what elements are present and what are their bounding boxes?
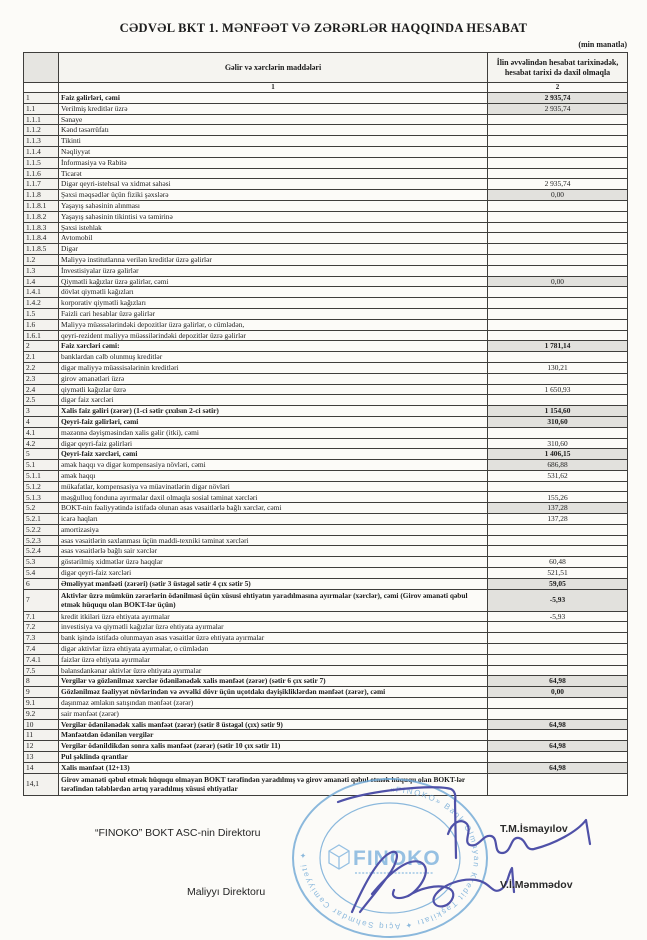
row-value <box>488 168 628 179</box>
row-value <box>488 157 628 168</box>
table-row <box>24 125 628 136</box>
page-title: CƏDVƏL BKT 1. MƏNFƏƏT VƏ ZƏRƏRLƏR HAQQINDA HESABAT <box>119 21 528 35</box>
row-label: investisiya və qiymətli kağızlar üzrə ehtiyata ayırmalar <box>59 622 488 633</box>
column-header-period: İlin əvvəlindən hesabat tarixinədək, hesabat tarixi də daxil olmaqla <box>488 53 628 83</box>
profit-loss-table <box>23 52 628 796</box>
row-label: Şəxsi istehlak <box>59 222 488 233</box>
row-number: 5.2.4 <box>24 546 59 557</box>
row-label: göstərilmiş xidmətlər üzrə haqqlar <box>59 557 488 568</box>
row-value <box>488 298 628 309</box>
column-number-1: 1 <box>59 83 488 93</box>
row-label: Nəqliyyat <box>59 146 488 157</box>
row-number: 1.1.4 <box>24 146 59 157</box>
row-number: 5.3 <box>24 557 59 568</box>
row-value: 1 781,14 <box>488 341 628 352</box>
row-label: İnformasiya və Rabitə <box>59 157 488 168</box>
table-row <box>24 676 628 687</box>
table-row <box>24 287 628 298</box>
table-row <box>24 557 628 568</box>
table-row <box>24 687 628 698</box>
row-value: 2 935,74 <box>488 179 628 190</box>
row-label: Vergilər ödənildikdən sonra xalis mənfəət (zərər) (sətir 10 çıx sətir 11) <box>59 741 488 752</box>
row-label: korporativ qiymətli kağızları <box>59 298 488 309</box>
finance-signature <box>372 861 426 898</box>
row-label: Aktivlər üzrə mümkün zərərlərin ödənilməsi üçün xüsusi ehtiyatın yaradılmasına ayırmalar (xərclər), cəmi (Girov əmanəti qəbul etmək hüququ olan BOKT-lər üçün) <box>59 589 488 611</box>
row-label: Avtomobil <box>59 233 488 244</box>
table-row <box>24 481 628 492</box>
table-row <box>24 200 628 211</box>
row-label: Maliyyə müəssələrindəki depozitlər üzrə gəlirlər, o cümlədən, <box>59 319 488 330</box>
row-value <box>488 200 628 211</box>
table-row <box>24 211 628 222</box>
row-label: əsas vəsaitlərlə bağlı sair xərclər <box>59 546 488 557</box>
table-row <box>24 708 628 719</box>
row-number: 5.1.2 <box>24 481 59 492</box>
row-label: Şəxsi məqsədlər üçün fiziki şəxslərə <box>59 190 488 201</box>
director-name: T.M.İsmayılov <box>500 823 568 835</box>
table-row <box>24 665 628 676</box>
row-number: 1.1.7 <box>24 179 59 190</box>
row-value <box>488 222 628 233</box>
table-row <box>24 633 628 644</box>
row-number: 2.4 <box>24 384 59 395</box>
row-value: 64,98 <box>488 741 628 752</box>
table-row <box>24 244 628 255</box>
row-number: 1.6.1 <box>24 330 59 341</box>
row-value <box>488 698 628 709</box>
row-number: 1.6 <box>24 319 59 330</box>
row-number: 1.1.2 <box>24 125 59 136</box>
table-row <box>24 449 628 460</box>
row-value <box>488 319 628 330</box>
table-row <box>24 114 628 125</box>
row-label: balansdankənar aktivlər üzrə ehtiyata ayırmalar <box>59 665 488 676</box>
row-label: Qeyri-faiz gəlirləri, cəmi <box>59 416 488 427</box>
table-body <box>24 93 628 796</box>
row-number: 1.2 <box>24 254 59 265</box>
header-row <box>24 53 628 83</box>
row-number: 9 <box>24 687 59 698</box>
row-number: 2.5 <box>24 395 59 406</box>
row-label: məzənnə dəyişməsindən xalis gəlir (itki), cəmi <box>59 427 488 438</box>
row-label: Tikinti <box>59 136 488 147</box>
row-label: Digər <box>59 244 488 255</box>
row-number: 1.1 <box>24 103 59 114</box>
row-number: 1.1.6 <box>24 168 59 179</box>
table-row <box>24 308 628 319</box>
row-value: 59,05 <box>488 578 628 589</box>
table-row <box>24 168 628 179</box>
table-row <box>24 265 628 276</box>
table-row <box>24 514 628 525</box>
row-value <box>488 308 628 319</box>
row-number: 12 <box>24 741 59 752</box>
row-number: 7.1 <box>24 611 59 622</box>
row-label: Xalis mənfəət (12+13) <box>59 762 488 773</box>
table-row <box>24 330 628 341</box>
row-label: mükafatlar, kompensasiya və müavinətlərin digər növləri <box>59 481 488 492</box>
row-label: qeyri-rezident maliyyə müəssilərindəki depozitlər üzrə gəlirlər <box>59 330 488 341</box>
row-number: 9.1 <box>24 698 59 709</box>
row-value: 137,28 <box>488 503 628 514</box>
row-label: qiymətli kağızlar üzrə <box>59 384 488 395</box>
table-row <box>24 254 628 265</box>
row-label: digər maliyyə müəssisələrinin kreditləri <box>59 362 488 373</box>
row-value <box>488 254 628 265</box>
row-label: kredit itkiləri üzrə ehtiyata ayırmalar <box>59 611 488 622</box>
finance-director-title: Maliyyı Direktoru <box>187 886 266 898</box>
row-number: 1.1.8.2 <box>24 211 59 222</box>
row-label: girov əmanətləri üzrə <box>59 373 488 384</box>
finance-director-name: V.İ.Məmmədov <box>500 879 573 891</box>
row-value <box>488 665 628 676</box>
row-number: 2.2 <box>24 362 59 373</box>
table-row <box>24 524 628 535</box>
row-value <box>488 125 628 136</box>
row-number: 5.2 <box>24 503 59 514</box>
row-number: 5.4 <box>24 568 59 579</box>
table-row <box>24 568 628 579</box>
row-label: Vergilər ödənilənədək xalis mənfəət (zərər) (sətir 8 üstəgəl (çıx) sətir 9) <box>59 719 488 730</box>
row-value <box>488 287 628 298</box>
header-corner-cell <box>24 53 59 83</box>
row-label: Xalis faiz gəliri (zərər) (1-ci sətir çıxılsın 2-ci sətir) <box>59 406 488 417</box>
table-row <box>24 352 628 363</box>
row-label: Verilmiş kreditlər üzrə <box>59 103 488 114</box>
unit-note: (min manatla) <box>578 40 627 49</box>
table-row <box>24 395 628 406</box>
table-row <box>24 298 628 309</box>
column-number-2: 2 <box>488 83 628 93</box>
table-row <box>24 341 628 352</box>
row-label: Pul şəklində qrantlar <box>59 752 488 763</box>
table-row <box>24 730 628 741</box>
row-label: Qiymətli kağızlar üzrə gəlirlər, cəmi <box>59 276 488 287</box>
row-number: 2.1 <box>24 352 59 363</box>
row-number: 5.1.3 <box>24 492 59 503</box>
row-number: 1.1.5 <box>24 157 59 168</box>
row-number: 1.1.8 <box>24 190 59 201</box>
row-label: əmək haqqı <box>59 470 488 481</box>
row-number: 1.5 <box>24 308 59 319</box>
row-label: Maliyyə institutlarına verilən kreditlər üzrə gəlirlər <box>59 254 488 265</box>
row-value: 64,98 <box>488 676 628 687</box>
row-label: İnvestisiyalar üzrə gəlirlər <box>59 265 488 276</box>
row-value <box>488 752 628 763</box>
row-number: 4.2 <box>24 438 59 449</box>
table-row <box>24 406 628 417</box>
table-row <box>24 460 628 471</box>
row-label: Faiz gəlirləri, cəmi <box>59 93 488 104</box>
row-number: 1 <box>24 93 59 104</box>
row-number: 1.4.2 <box>24 298 59 309</box>
table-row <box>24 362 628 373</box>
row-value: 0,00 <box>488 276 628 287</box>
subheader-corner-cell <box>24 83 59 93</box>
row-label: Girov əmanəti qəbul etmək hüququ olmayan BOKT tərəfindən yaradılmış və girov əmanəti qəbul etmək hüququ olan BOKT-lər tərəfindən tələblərdən artıq yaradılmış xüsusi ehtiyatlar <box>59 773 488 795</box>
row-value: 0,00 <box>488 687 628 698</box>
table-row <box>24 319 628 330</box>
row-value <box>488 395 628 406</box>
row-value: 531,62 <box>488 470 628 481</box>
row-number: 7.4.1 <box>24 654 59 665</box>
row-number: 1.3 <box>24 265 59 276</box>
row-label: amortizasiya <box>59 524 488 535</box>
row-label: Vergilər və gözlənilməz xərclər ödənilənədək xalis mənfəət (zərər) (sətir 6 çıx sətir 7) <box>59 676 488 687</box>
row-value <box>488 535 628 546</box>
row-number: 6 <box>24 578 59 589</box>
row-number: 8 <box>24 676 59 687</box>
row-label: digər qeyri-faiz gəlirləri <box>59 438 488 449</box>
row-value: 2 935,74 <box>488 103 628 114</box>
table-row <box>24 190 628 201</box>
row-label: Gözlənilməz fəaliyyət növlərindən və əvvəlki dövr üçün uçotdakı dəyişikliklərdən mənfəət (zərər), cəmi <box>59 687 488 698</box>
table-row <box>24 654 628 665</box>
table-row <box>24 741 628 752</box>
table-row <box>24 179 628 190</box>
director-title: “FINOKO” BOKT ASC-nin Direktoru <box>95 827 261 839</box>
row-number: 1.4 <box>24 276 59 287</box>
row-label: Digər qeyri-istehsal və xidmət sahəsi <box>59 179 488 190</box>
director-signature <box>338 787 456 858</box>
row-number: 7.5 <box>24 665 59 676</box>
row-value: 0,00 <box>488 190 628 201</box>
row-value: 60,48 <box>488 557 628 568</box>
row-label: Əməliyyat mənfəəti (zərəri) (sətir 3 üstəgəl sətir 4 çıx sətir 5) <box>59 578 488 589</box>
row-number: 1.1.8.1 <box>24 200 59 211</box>
row-value: 2 935,74 <box>488 93 628 104</box>
row-label: məşğulluq fonduna ayırmalar daxil olmaqla sosial təminat xərcləri <box>59 492 488 503</box>
row-value <box>488 546 628 557</box>
table-row <box>24 546 628 557</box>
row-number: 11 <box>24 730 59 741</box>
row-label: əsas vəsaitlərin saxlanması üçün maddi-texniki təminat xərcləri <box>59 535 488 546</box>
table-row <box>24 492 628 503</box>
row-label: Mənfəətdən ödənilən vergilər <box>59 730 488 741</box>
row-number: 1.4.1 <box>24 287 59 298</box>
row-label: digər qeyri-faiz xərcləri <box>59 568 488 579</box>
row-value: -5,93 <box>488 611 628 622</box>
row-number: 2 <box>24 341 59 352</box>
row-label: Yaşayış sahəsinin alınması <box>59 200 488 211</box>
table-row <box>24 644 628 655</box>
row-number: 9.2 <box>24 708 59 719</box>
row-label: Kənd təsərrüfatı <box>59 125 488 136</box>
row-number: 5.2.1 <box>24 514 59 525</box>
row-number: 5.1 <box>24 460 59 471</box>
row-value <box>488 244 628 255</box>
row-number: 14 <box>24 762 59 773</box>
finance-signature <box>352 852 397 912</box>
table-row <box>24 157 628 168</box>
row-value <box>488 146 628 157</box>
table-row <box>24 503 628 514</box>
row-value: 1 406,15 <box>488 449 628 460</box>
row-label: Qeyri-faiz xərcləri, cəmi <box>59 449 488 460</box>
row-label: Faizli cari hesablar üzrə gəlirlər <box>59 308 488 319</box>
row-value <box>488 136 628 147</box>
row-value <box>488 233 628 244</box>
row-value <box>488 633 628 644</box>
table-row <box>24 752 628 763</box>
row-value: 130,21 <box>488 362 628 373</box>
table-row <box>24 622 628 633</box>
column-header-items: Gəlir və xərclərin maddələri <box>59 53 488 83</box>
row-number: 1.1.8.4 <box>24 233 59 244</box>
row-label: Ticarət <box>59 168 488 179</box>
table-row <box>24 93 628 104</box>
row-label: BOKT-nin fəaliyyətində istifadə olunan əsas vəsaitlərlə bağlı xərclər, cəmi <box>59 503 488 514</box>
table-row <box>24 589 628 611</box>
row-number: 13 <box>24 752 59 763</box>
row-number: 5.1.1 <box>24 470 59 481</box>
row-value: 1 154,60 <box>488 406 628 417</box>
row-value <box>488 265 628 276</box>
row-value: 155,26 <box>488 492 628 503</box>
row-number: 5 <box>24 449 59 460</box>
row-label: digər faiz xərcləri <box>59 395 488 406</box>
row-label: əmək haqqı və digər kompensasiya növləri, cəmi <box>59 460 488 471</box>
table-row <box>24 427 628 438</box>
row-number: 4 <box>24 416 59 427</box>
row-label: digər aktivlər üzrə ehtiyata ayırmalar, o cümlədən <box>59 644 488 655</box>
signatures-ink <box>320 770 620 940</box>
row-number: 1.1.8.5 <box>24 244 59 255</box>
row-value: 1 650,93 <box>488 384 628 395</box>
row-label: daşınmaz əmlakın satışından mənfəət (zərər) <box>59 698 488 709</box>
table-row <box>24 698 628 709</box>
table-row <box>24 222 628 233</box>
row-value <box>488 211 628 222</box>
row-value <box>488 708 628 719</box>
stamp-company-name: FINOKO <box>353 847 441 870</box>
row-label: bank işində istifadə olunmayan əsas vəsaitlər üzrə ehtiyata ayırmalar <box>59 633 488 644</box>
row-number: 3 <box>24 406 59 417</box>
row-value <box>488 330 628 341</box>
row-value <box>488 427 628 438</box>
table-row <box>24 611 628 622</box>
row-value <box>488 654 628 665</box>
row-value <box>488 524 628 535</box>
table-row <box>24 146 628 157</box>
row-value: -5,93 <box>488 589 628 611</box>
row-label: dövlət qiymətli kağızları <box>59 287 488 298</box>
row-value: 310,60 <box>488 416 628 427</box>
stamp-ring-text: «FINOKO» Bank Olmayan Kredit Təşkilatı ✦ Açıq Səhmdar Cəmiyyəti ✦ <box>298 784 481 932</box>
row-number: 2.3 <box>24 373 59 384</box>
table-header-body <box>24 53 628 93</box>
row-label: icarə haqları <box>59 514 488 525</box>
row-number: 5.2.2 <box>24 524 59 535</box>
row-value: 521,51 <box>488 568 628 579</box>
row-label: banklardan cəlb olunmuş kreditlər <box>59 352 488 363</box>
row-value: 64,98 <box>488 762 628 773</box>
row-number: 5.2.3 <box>24 535 59 546</box>
row-number: 7 <box>24 589 59 611</box>
table-row <box>24 719 628 730</box>
table-row <box>24 578 628 589</box>
row-value <box>488 373 628 384</box>
table-row <box>24 384 628 395</box>
row-value <box>488 644 628 655</box>
table-row <box>24 276 628 287</box>
row-number: 1.1.3 <box>24 136 59 147</box>
row-number: 7.4 <box>24 644 59 655</box>
table-row <box>24 470 628 481</box>
row-value <box>488 352 628 363</box>
row-number: 7.3 <box>24 633 59 644</box>
row-label: sair mənfəət (zərər) <box>59 708 488 719</box>
row-number: 14,1 <box>24 773 59 795</box>
table-row <box>24 103 628 114</box>
row-value: 64,98 <box>488 719 628 730</box>
table-row <box>24 136 628 147</box>
row-label: Sənaye <box>59 114 488 125</box>
column-number-row <box>24 83 628 93</box>
row-number: 1.1.8.3 <box>24 222 59 233</box>
row-value <box>488 481 628 492</box>
row-value: 137,28 <box>488 514 628 525</box>
row-number: 7.2 <box>24 622 59 633</box>
row-label: Faiz xərcləri cəmi: <box>59 341 488 352</box>
row-value <box>488 622 628 633</box>
table-row <box>24 373 628 384</box>
row-number: 1.1.1 <box>24 114 59 125</box>
row-number: 10 <box>24 719 59 730</box>
row-value <box>488 114 628 125</box>
row-label: Yaşayış sahəsinin tikintisi və təmirinə <box>59 211 488 222</box>
table-row <box>24 416 628 427</box>
table-row <box>24 233 628 244</box>
row-value: 686,88 <box>488 460 628 471</box>
row-value: 310,60 <box>488 438 628 449</box>
row-label: faizlər üzrə ehtiyata ayırmalar <box>59 654 488 665</box>
row-value <box>488 730 628 741</box>
row-number: 4.1 <box>24 427 59 438</box>
table-row <box>24 535 628 546</box>
table-row <box>24 438 628 449</box>
finance-signature <box>408 868 514 906</box>
